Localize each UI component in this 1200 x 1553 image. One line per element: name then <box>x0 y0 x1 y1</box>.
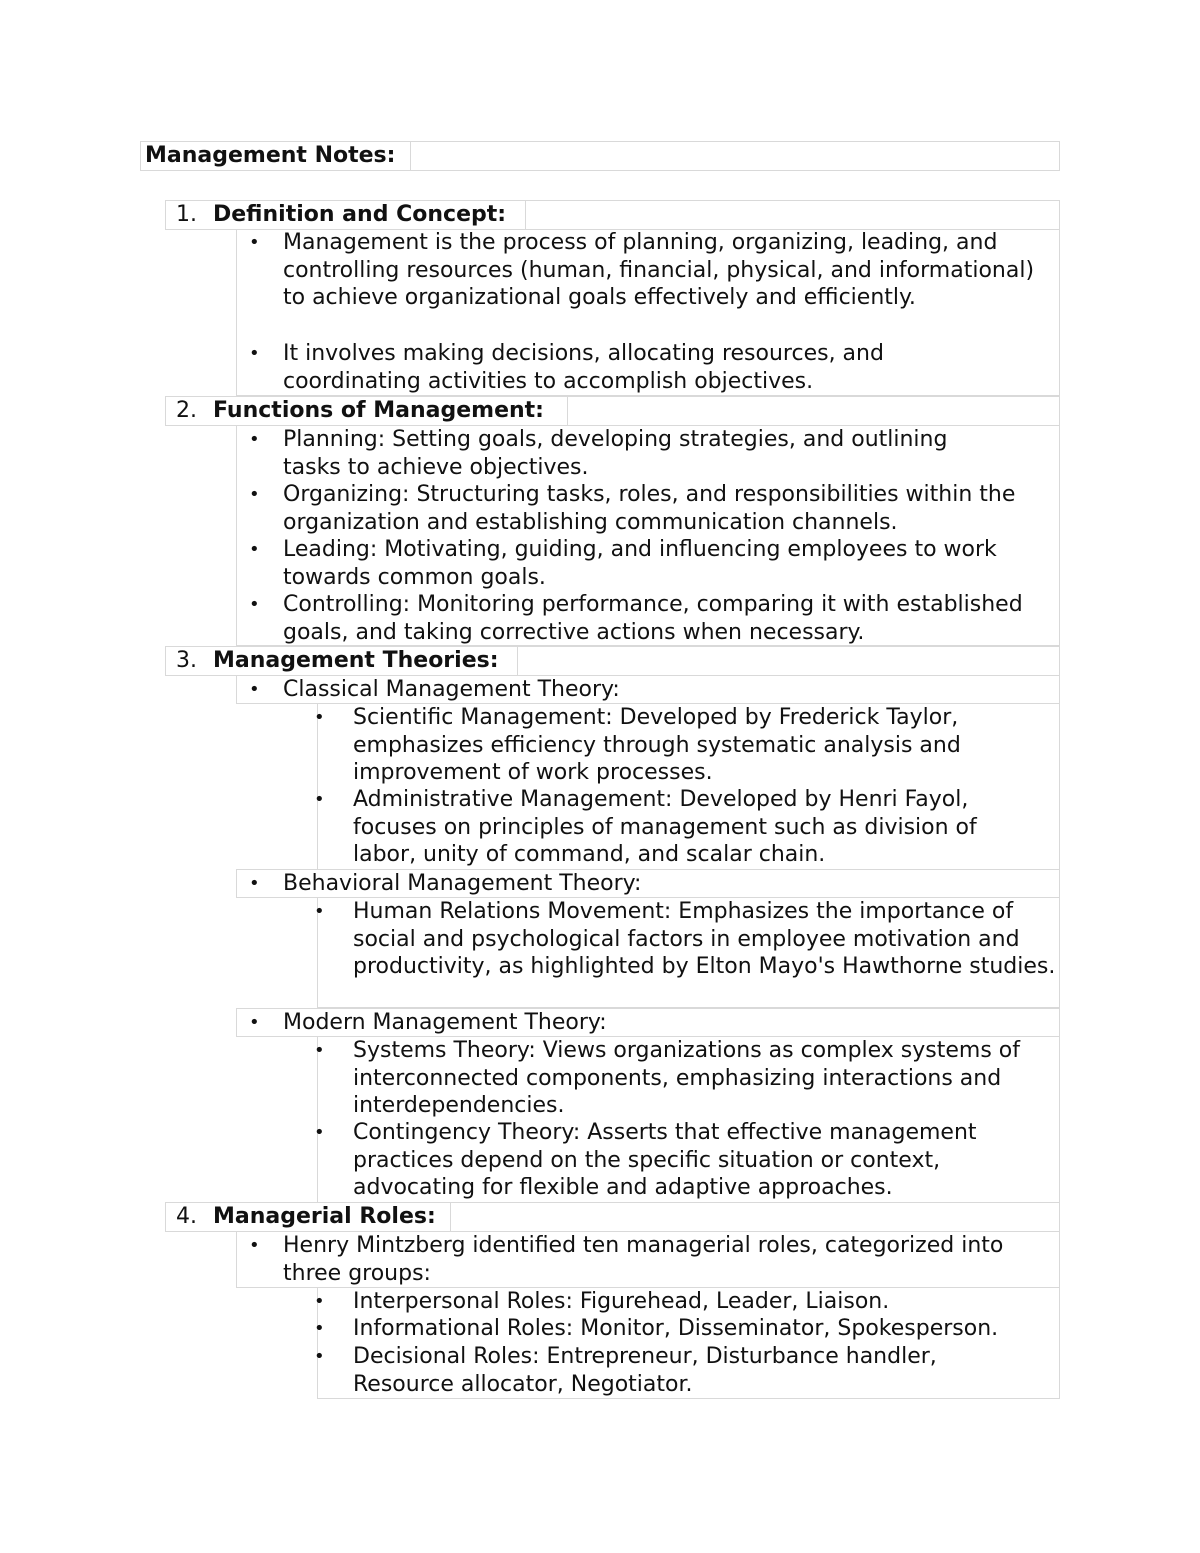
classical-theory-item-1: Scientific Management: Developed by Frederick Taylor, emphasizes efficiency through systematic analysis and improvement of work processes. <box>353 705 961 785</box>
managerial-roles-item-1: Interpersonal Roles: Figurehead, Leader, Liaison. <box>353 1289 890 1314</box>
section-1-number: 1. <box>176 202 197 227</box>
bullet-icon: • <box>249 232 260 253</box>
section-2-heading: Functions of Management: <box>213 398 544 423</box>
bullet-icon: • <box>249 679 260 700</box>
section-4-heading: Managerial Roles: <box>213 1204 436 1229</box>
bullet-icon: • <box>249 873 260 894</box>
bullet-icon: • <box>314 707 325 728</box>
bullet-icon: • <box>314 1122 325 1143</box>
bullet-icon: • <box>314 1346 325 1367</box>
classical-theory-label: Classical Management Theory: <box>283 677 620 702</box>
modern-theory-item-2: Contingency Theory: Asserts that effective management practices depend on the specific situation or context, advocating for flexible and adaptive approaches. <box>353 1120 977 1200</box>
bullet-icon: • <box>249 594 260 615</box>
bullet-icon: • <box>249 343 260 364</box>
bullet-icon: • <box>314 789 325 810</box>
bullet-icon: • <box>249 429 260 450</box>
document-title: Management Notes: <box>145 143 396 168</box>
section-1-bullet-1: Management is the process of planning, organizing, leading, and controlling resources (human, financial, physical, and informational) to achieve organizational goals effectively and efficiently. <box>283 230 1035 310</box>
bullet-icon: • <box>249 1235 260 1256</box>
section-2-number: 2. <box>176 398 197 423</box>
section-2-bullet-3: Leading: Motivating, guiding, and influencing employees to work towards common goals. <box>283 537 997 590</box>
section-2-bullet-1: Planning: Setting goals, developing strategies, and outlining tasks to achieve objectives. <box>283 427 948 480</box>
section-3-number: 3. <box>176 648 197 673</box>
section-1-heading: Definition and Concept: <box>213 202 507 227</box>
mintzberg-label: Henry Mintzberg identified ten managerial roles, categorized into three groups: <box>283 1233 1004 1286</box>
managerial-roles-item-2: Informational Roles: Monitor, Disseminator, Spokesperson. <box>353 1316 999 1341</box>
bullet-icon: • <box>249 484 260 505</box>
bullet-icon: • <box>314 1291 325 1312</box>
modern-theory-item-1: Systems Theory: Views organizations as complex systems of interconnected components, emphasizing interactions and interdependencies. <box>353 1038 1021 1118</box>
bullet-icon: • <box>314 901 325 922</box>
modern-theory-label: Modern Management Theory: <box>283 1010 607 1035</box>
bullet-icon: • <box>249 1012 260 1033</box>
bullet-icon: • <box>249 539 260 560</box>
classical-theory-item-2: Administrative Management: Developed by Henri Fayol, focuses on principles of management such as division of labor, unity of command, and scalar chain. <box>353 787 977 867</box>
section-4-number: 4. <box>176 1204 197 1229</box>
section-1-bullet-2: It involves making decisions, allocating resources, and coordinating activities to accomplish objectives. <box>283 341 884 394</box>
section-3-heading: Management Theories: <box>213 648 499 673</box>
section-2-bullet-4: Controlling: Monitoring performance, comparing it with established goals, and taking corrective actions when necessary. <box>283 592 1023 645</box>
section-2-bullet-2: Organizing: Structuring tasks, roles, and responsibilities within the organization and establishing communication channels. <box>283 482 1016 535</box>
managerial-roles-item-3: Decisional Roles: Entrepreneur, Disturbance handler, Resource allocator, Negotiator. <box>353 1344 937 1397</box>
behavioral-theory-label: Behavioral Management Theory: <box>283 871 642 896</box>
bullet-icon: • <box>314 1318 325 1339</box>
behavioral-theory-item-1: Human Relations Movement: Emphasizes the importance of social and psychological factors in employee motivation and productivity, as highlighted by Elton Mayo's Hawthorne studies. <box>353 899 1056 979</box>
bullet-icon: • <box>314 1040 325 1061</box>
